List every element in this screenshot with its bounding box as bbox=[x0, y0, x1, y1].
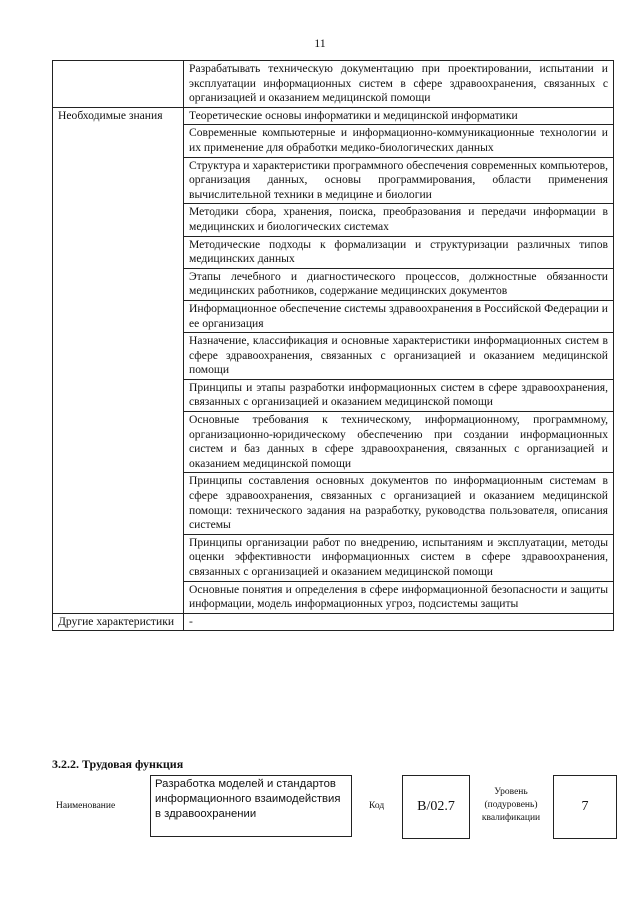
skill-item: Разрабатывать техническую документацию при проектировании, испытании и эксплуатации информационных систем в сфере здравоохранения, связанных с организацией и оказанием медицинской помощи bbox=[184, 61, 614, 108]
page-number: 11 bbox=[314, 36, 326, 50]
code-label: Код bbox=[369, 801, 385, 811]
knowledge-item: Методические подходы к формализации и структуризации различных типов медицинских данных bbox=[184, 236, 614, 268]
other-value: - bbox=[184, 613, 614, 631]
knowledge-item: Принципы организации работ по внедрению, испытаниям и эксплуатации, методы оценки эффективности информационных систем в сфере здравоохранения, связанных с организацией и оказанием медицинской помощи bbox=[184, 534, 614, 581]
knowledge-item: Назначение, классификация и основные характеристики информационных систем в сфере здравоохранения, связанных с организацией и оказанием медицинской помощи bbox=[184, 333, 614, 380]
knowledge-table bbox=[52, 60, 614, 631]
knowledge-label: Необходимые знания bbox=[53, 107, 184, 613]
knowledge-item: Методики сбора, хранения, поиска, преобразования и передачи информации в медицинских и биологических системах bbox=[184, 204, 614, 236]
knowledge-item: Принципы и этапы разработки информационных систем в сфере здравоохранения, связанных с организацией и оказанием медицинской помощи bbox=[184, 379, 614, 411]
knowledge-item: Основные требования к техническому, информационному, программному, организационно-юридическому обеспечению при создании информационных систем и баз данных в сфере здравоохранения, связанных с организацией и оказанием медицинской помощи bbox=[184, 412, 614, 473]
knowledge-item: Информационное обеспечение системы здравоохранения в Российской Федерации и ее организация bbox=[184, 300, 614, 332]
table-row bbox=[53, 107, 614, 125]
table-row bbox=[53, 61, 614, 108]
section-heading: 3.2.2. Трудовая функция bbox=[52, 757, 184, 771]
knowledge-item: Теоретические основы информатики и медицинской информатики bbox=[184, 107, 614, 125]
knowledge-item: Этапы лечебного и диагностического процессов, должностные обязанности медицинских работников, содержание медицинских документов bbox=[184, 268, 614, 300]
code-value-box: B/02.7 bbox=[402, 775, 470, 839]
knowledge-item: Современные компьютерные и информационно-коммуникационные технологии и их применение для обработки медико-биологических данных bbox=[184, 125, 614, 157]
empty-label-cell bbox=[53, 61, 184, 108]
other-label: Другие характеристики bbox=[53, 613, 184, 631]
knowledge-item: Принципы составления основных документов по информационным системам в сфере здравоохранения, связанных с организацией и оказанием медицинской помощи: технического задания на разработку, руководства пользователя, описания системы bbox=[184, 473, 614, 534]
name-label: Наименование bbox=[56, 801, 116, 811]
table-row bbox=[53, 613, 614, 631]
level-label: Уровень (подуровень) квалификации bbox=[481, 787, 541, 823]
knowledge-item: Структура и характеристики программного обеспечения современных компьютеров, организация данных, основы программирования, области применения вычислительной техники в медицине и биологии bbox=[184, 157, 614, 204]
knowledge-item: Основные понятия и определения в сфере информационной безопасности и защиты информации, модель информационных угроз, подсистемы защиты bbox=[184, 581, 614, 613]
table-body bbox=[53, 61, 614, 631]
level-value-box: 7 bbox=[553, 775, 617, 839]
name-value-box: Разработка моделей и стандартов информационного взаимодействия в здравоохранении bbox=[150, 775, 352, 837]
